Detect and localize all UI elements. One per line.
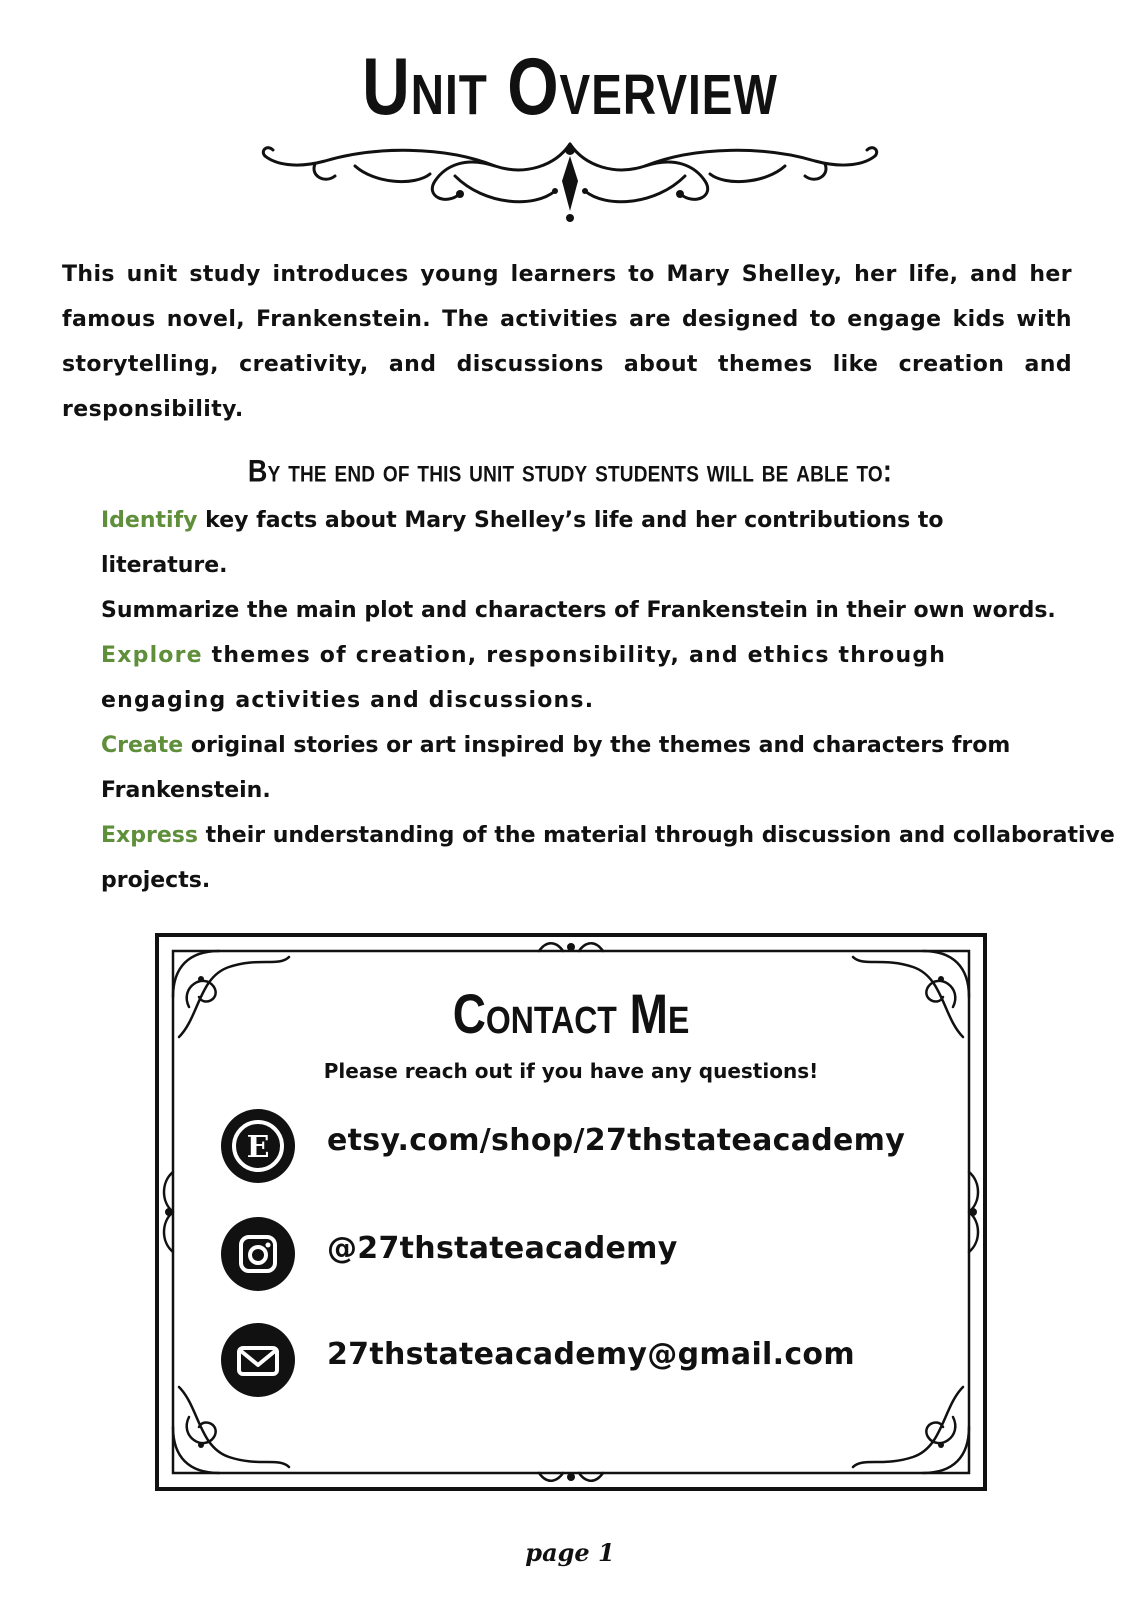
contact-row-instagram[interactable] <box>221 1217 941 1291</box>
contact-row-etsy[interactable] <box>221 1109 941 1183</box>
objective-verb: Express <box>101 823 198 848</box>
email-icon <box>221 1323 295 1397</box>
list-item <box>101 498 1101 543</box>
objective-text: key facts about Mary Shelley’s life and her contributions to <box>197 508 944 533</box>
list-item <box>101 633 1101 678</box>
list-item <box>101 723 1101 768</box>
contact-card <box>155 933 987 1491</box>
list-item-continuation: literature. <box>101 553 228 578</box>
contact-row-email[interactable] <box>221 1323 941 1397</box>
etsy-link[interactable]: etsy.com/shop/27thstateacademy <box>327 1123 906 1158</box>
objectives-heading: By the end of this unit study students will be able to: <box>247 453 893 489</box>
objective-text: their understanding of the material through discussion and collaborative <box>197 823 1115 848</box>
list-item-continuation: projects. <box>101 868 211 893</box>
etsy-icon <box>221 1109 295 1183</box>
list-item-continuation: engaging activities and discussions. <box>101 688 595 713</box>
svg-text:E: E <box>246 1130 270 1165</box>
objective-text: original stories or art inspired by the themes and characters from <box>183 733 1011 758</box>
objective-verb: Create <box>101 733 184 758</box>
instagram-icon <box>221 1217 295 1291</box>
list-item-continuation: Frankenstein. <box>101 778 271 803</box>
objectives-list <box>101 498 1115 903</box>
objective-verb: Explore <box>101 643 203 668</box>
page-number: page 1 <box>525 1538 615 1567</box>
objective-text: themes of creation, responsibility, and ethics through <box>202 643 947 668</box>
email-address[interactable]: 27thstateacademy@gmail.com <box>327 1337 855 1372</box>
instagram-handle[interactable]: @27thstateacademy <box>327 1231 678 1266</box>
contact-title: Contact Me <box>452 982 690 1046</box>
intro-paragraph: This unit study introduces young learners to Mary Shelley, her life, and her famous novel, Frankenstein. The activities are designed to engage kids with storytelling, creativity, and discussions about themes like creation and responsibility. <box>62 262 1072 422</box>
page-title: Unit Overview <box>362 40 778 132</box>
ornamental-flourish <box>255 136 885 226</box>
contact-subtitle: Please reach out if you have any questions! <box>323 1059 819 1083</box>
list-item <box>101 813 1115 858</box>
list-item: Summarize the main plot and characters of Frankenstein in their own words. <box>101 598 1056 623</box>
objective-verb: Identify <box>101 508 198 533</box>
